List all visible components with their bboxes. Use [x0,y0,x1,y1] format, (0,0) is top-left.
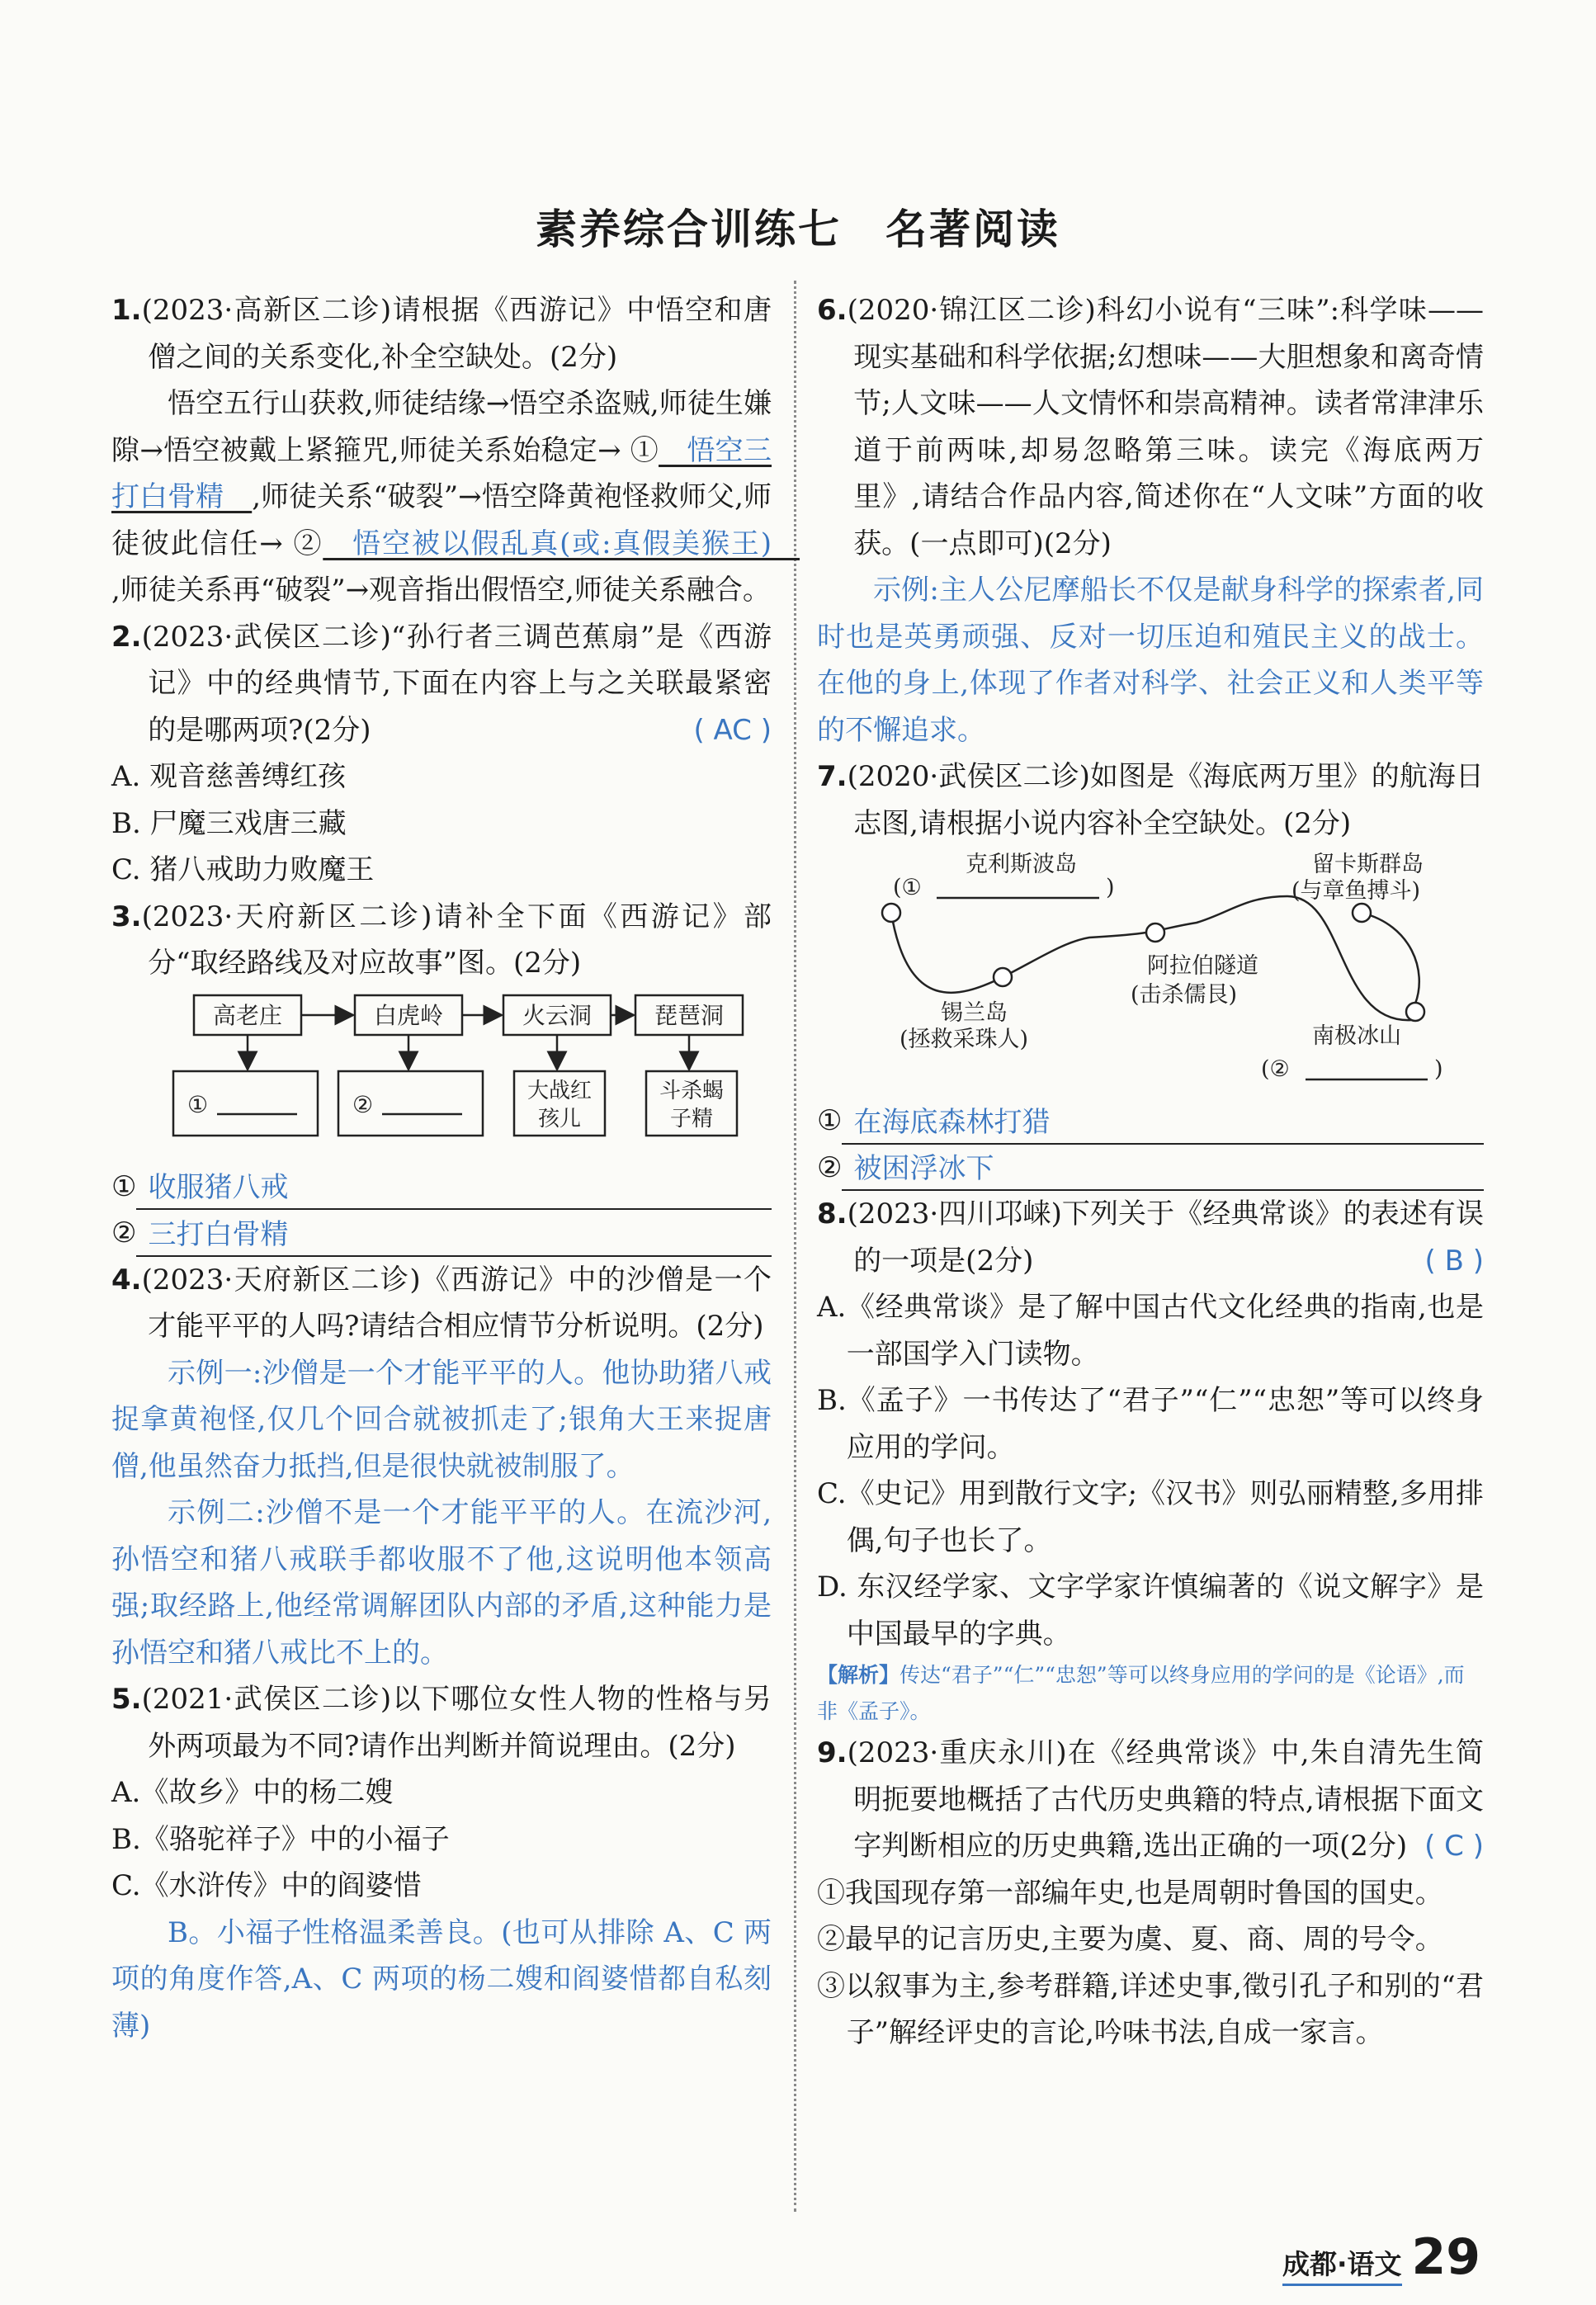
svg-text:(击杀儒艮): (击杀儒艮) [1131,982,1238,1008]
q2-answer: ( AC ) [693,713,772,747]
map-label-crespo: 克利斯波岛 [966,852,1077,877]
map-label-southpole: 南极冰山 [1312,1023,1401,1049]
place-label: 白虎岭 [373,1001,444,1029]
page-footer [1282,2228,1480,2286]
q7-answer-1: ① 在海底森林打猎 [817,1098,1484,1145]
q8-analysis: 【解析】传达“君子”“仁”“忠恕”等可以终身应用的学问的是《论语》,而非《孟子》。 [817,1663,1465,1723]
q1-blank-1-answer: 悟空三打白骨精 [111,433,772,513]
svg-text:①: ① [187,1090,209,1118]
q5-option: B.《骆驼祥子》中的小福子 [111,1822,450,1856]
place-label: 高老庄 [212,1001,283,1029]
question-2: 2.(2023·武侯区二诊)“孙行者三调芭蕉扇”是《西游记》中的经典情节,下面在内容上与之关联最紧密的是哪两项?(2分) ( AC ) [111,614,772,754]
question-4: 4.(2023·天府新区二诊)《西游记》中的沙僧是一个才能平平的人吗?请结合相应情节分析说明。(2分) [111,1263,772,1343]
svg-text:孩儿: 孩儿 [537,1106,582,1131]
q9-item: ③以叙事为主,参考群籍,详述史事,徵引孔子和别的“君子”解经评史的言论,吟味书法,自成一家言。 [817,1969,1484,2049]
question-1-flow: 悟空五行山获救,师徒结缘→悟空杀盗贼,师徒生嫌隙→悟空被戴上紧箍咒,师徒关系始稳定→ ① 悟空三打白骨精 ,师徒关系“破裂”→悟空降黄袍怪救师父,师徒彼此信任→ ② 悟空被以假乱真(或:真假美猴王) ,师徒关系再“破裂”→观音指出假悟空,师徒关系融合。 [111,387,800,607]
question-9: 9.(2023·重庆永川)在《经典常谈》中,朱自清先生简明扼要地概括了古代历史典籍的特点,请根据下面文字判断相应的历史典籍,选出正确的一项(2分) ( C ) [817,1730,1484,1870]
q8-answer: ( B ) [1424,1244,1484,1278]
svg-text:(①: (① [893,875,922,900]
route-diagram [111,987,772,1160]
svg-text:(②: (② [1261,1056,1290,1082]
svg-text:子精: 子精 [669,1106,714,1131]
q2-option: A. 观音慈善缚红孩 [111,760,347,793]
q8-option: D. 东汉经学家、文字学家许慎编著的《说文解字》是中国最早的字典。 [817,1571,1484,1651]
q8-option: C.《史记》用到散行文字;《汉书》则弘丽精整,多用排偶,句子也长了。 [817,1477,1484,1557]
svg-text:大战红: 大战红 [526,1078,593,1103]
voyage-route [1362,913,1419,1004]
svg-text:(拯救采珠人): (拯救采珠人) [900,1027,1029,1052]
q5-option: C.《水浒传》中的阎婆惜 [111,1869,422,1902]
q5-option: A.《故乡》中的杨二嫂 [111,1776,394,1809]
page-number: 29 [1411,2228,1480,2286]
q9-item: ②最早的记言历史,主要为虞、夏、商、周的号令。 [817,1923,1443,1956]
map-node [1353,904,1371,922]
map-label-arabian: 阿拉伯隧道 [1147,953,1258,979]
svg-text:): ) [1434,1056,1443,1082]
svg-text:(与章鱼搏斗): (与章鱼搏斗) [1291,878,1421,904]
question-5: 5.(2021·武侯区二诊)以下哪位女性人物的性格与另外两项最为不同?请作出判断并简说理由。(2分) [111,1683,772,1763]
q4-answer-example-1: 示例一:沙僧是一个才能平平的人。他协助猪八戒捉拿黄袍怪,仅几个回合就被抓走了;银角大王来捉唐僧,他虽然奋力抵挡,但是很快就被制服了。 [111,1356,772,1483]
question-6: 6.(2020·锦江区二诊)科幻小说有“三味”:科学味——现实基础和科学依据;幻想味——大胆想象和离奇情节;人文味——人文情怀和崇高精神。读者常津津乐道于前两味,却易忽略第三味。读完《海底两万里》,请结合作品内容,简述你在“人文味”方面的收获。(一点即可)(2分) [817,294,1484,560]
q2-option: C. 猪八戒助力败魔王 [111,853,375,886]
map-node [1406,1003,1424,1021]
column-divider [794,281,796,2212]
left-column [111,287,800,2049]
question-8: 8.(2023·四川邛崃)下列关于《经典常谈》的表述有误的一项是(2分) ( B ) [817,1191,1484,1284]
question-3: 3.(2023·天府新区二诊)请补全下面《西游记》部分“取经路线及对应故事”图。(2分) [111,900,772,980]
map-label-torres: 留卡斯群岛 [1312,852,1424,877]
q2-option: B. 尸魔三戏唐三藏 [111,806,347,840]
map-label-ceylon: 锡兰岛 [941,1000,1008,1026]
q3-answer-1: ① 收服猪八戒 [111,1164,772,1211]
q7-answer-2: ② 被困浮冰下 [817,1145,1484,1192]
voyage-map [817,847,1484,1094]
q1-blank-2-answer: 悟空被以假乱真(或:真假美猴王) [323,527,800,560]
map-node [882,904,900,922]
footer-subject: 成都·语文 [1282,2243,1402,2286]
svg-text:斗杀蝎: 斗杀蝎 [659,1078,725,1103]
q6-answer: 示例:主人公尼摩船长不仅是献身科学的探索者,同时也是英勇顽强、反对一切压迫和殖民主义的战士。在他的身上,体现了作者对科学、社会正义和人类平等的不懈追求。 [817,574,1484,747]
question-1: 1.(2023·高新区二诊)请根据《西游记》中悟空和唐僧之间的关系变化,补全空缺处。(2分) [111,294,772,374]
page-title: 素养综合训练七 名著阅读 [536,205,1060,253]
place-label: 琵琶洞 [654,1001,725,1029]
question-7: 7.(2020·武侯区二诊)如图是《海底两万里》的航海日志图,请根据小说内容补全空缺处。(2分) [817,760,1484,840]
q5-answer: B。小福子性格温柔善良。(也可从排除 A、C 两项的角度作答,A、C 两项的杨二嫂和阎婆惜都自私刻薄) [111,1915,772,2043]
place-label: 火云洞 [522,1001,593,1029]
q4-answer-example-2: 示例二:沙僧不是一个才能平平的人。在流沙河,孙悟空和猪八戒联手都收服不了他,这说明他本领高强;取经路上,他经常调解团队内部的矛盾,这种能力是孙悟空和猪八戒比不上的。 [111,1496,772,1670]
svg-text:②: ② [352,1090,374,1118]
map-node [1146,923,1164,942]
q3-answer-2: ② 三打白骨精 [111,1210,772,1257]
q8-option: B.《孟子》一书传达了“君子”“仁”“忠恕”等可以终身应用的学问。 [817,1384,1484,1464]
q9-item: ①我国现存第一部编年史,也是周朝时鲁国的国史。 [817,1876,1443,1910]
map-node [994,968,1012,986]
q8-option: A.《经典常谈》是了解中国古代文化经典的指南,也是一部国学入门读物。 [817,1291,1484,1371]
q9-answer: ( C ) [1424,1830,1484,1863]
right-column [817,287,1484,2057]
svg-text:): ) [1106,875,1115,900]
